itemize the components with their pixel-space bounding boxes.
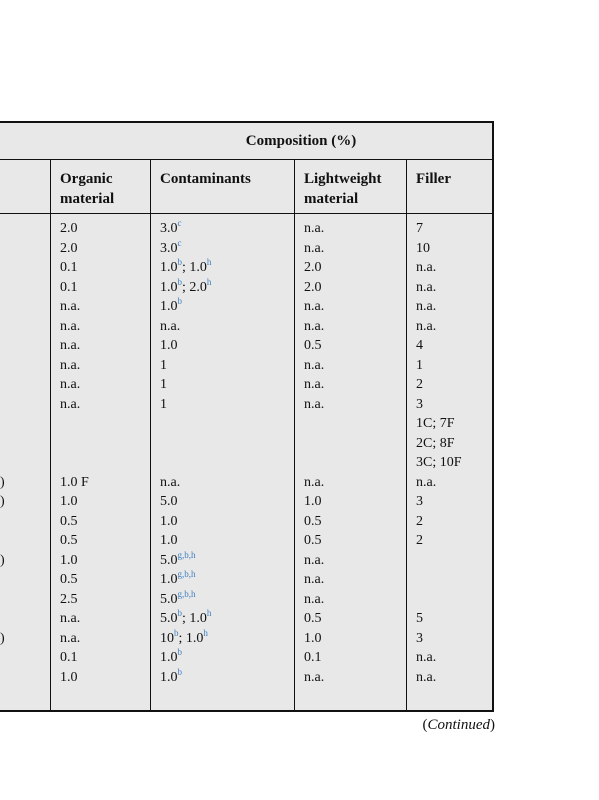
contaminant-value: 1.0 xyxy=(160,513,178,529)
cell-lightweight: n.a. xyxy=(304,396,325,412)
group-header-label: Composition (%) xyxy=(245,132,357,149)
contaminant-value: ; 1.0 xyxy=(182,260,207,275)
contaminant-value: ; 2.0 xyxy=(182,279,207,295)
cell-lightweight: n.a. xyxy=(304,357,325,373)
cell-organic: 0.1 xyxy=(60,279,78,295)
group-header xyxy=(0,123,492,160)
cell-contaminants xyxy=(160,375,167,395)
footnote-marker: b xyxy=(177,276,182,287)
footnote-marker: b xyxy=(177,257,182,267)
cell-lightweight: n.a. xyxy=(304,669,325,685)
contaminant-value: 1.0 xyxy=(160,279,178,295)
cell-contaminants xyxy=(160,336,178,356)
column-divider xyxy=(50,159,51,710)
col-header-organic-line2: material xyxy=(60,191,115,207)
cell-filler: 2C; 8F xyxy=(416,435,455,451)
cell-contaminants xyxy=(160,278,211,298)
continued-label: Continued xyxy=(427,717,490,733)
cell-lightweight: n.a. xyxy=(304,299,325,314)
contaminant-value: 1.0 xyxy=(160,338,178,353)
col-header-organic-line1: Organic xyxy=(60,171,113,187)
row-stub-cell: ) xyxy=(0,552,5,568)
cell-filler: 3C; 10F xyxy=(416,455,462,470)
footnote-marker: b xyxy=(177,296,182,306)
footnote-marker: b xyxy=(177,666,182,677)
cell-lightweight: n.a. xyxy=(304,377,325,392)
footnote-marker: g,b,h xyxy=(177,569,196,579)
cell-contaminants xyxy=(160,492,178,512)
contaminant-value: 1.0 xyxy=(160,572,178,587)
cell-contaminants xyxy=(160,473,180,493)
column-divider xyxy=(294,159,295,710)
cell-organic: 1.0 F xyxy=(60,474,89,490)
contaminant-value: 1.0 xyxy=(160,533,178,548)
cell-contaminants xyxy=(160,317,180,337)
composition-table xyxy=(0,121,494,712)
cell-organic: n.a. xyxy=(60,299,81,314)
row-stub-cell: ) xyxy=(0,630,5,646)
cell-contaminants xyxy=(160,531,178,551)
cell-contaminants xyxy=(160,648,182,668)
contaminant-value: 3.0 xyxy=(160,240,178,256)
cell-lightweight: 0.1 xyxy=(304,650,322,665)
cell-filler: n.a. xyxy=(416,279,437,295)
cell-contaminants xyxy=(160,297,182,317)
cell-filler: 5 xyxy=(416,611,423,626)
col-header-lightweight-line2: material xyxy=(304,191,359,207)
cell-filler: 1 xyxy=(416,357,423,373)
cell-contaminants xyxy=(160,512,178,532)
cell-lightweight: 0.5 xyxy=(304,533,322,548)
cell-filler: n.a. xyxy=(416,260,437,275)
cell-contaminants xyxy=(160,219,182,239)
col-header-lightweight-line1: Lightweight xyxy=(304,171,382,187)
contaminant-value: n.a. xyxy=(160,474,181,490)
contaminant-value: 10 xyxy=(160,630,174,646)
contaminant-value: n.a. xyxy=(160,318,181,334)
cell-organic: 0.5 xyxy=(60,533,78,548)
cell-lightweight: 2.0 xyxy=(304,279,322,295)
cell-organic: 2.0 xyxy=(60,240,78,256)
continued-open-paren: ( xyxy=(422,717,428,733)
cell-organic: 1.0 xyxy=(60,494,78,509)
column-divider xyxy=(150,159,151,710)
cell-lightweight: n.a. xyxy=(304,552,325,568)
contaminant-value: 1 xyxy=(160,377,167,392)
cell-organic: n.a. xyxy=(60,318,81,334)
cell-organic: n.a. xyxy=(60,630,81,646)
cell-organic: 0.5 xyxy=(60,572,78,587)
col-header-organic xyxy=(51,159,151,214)
footnote-marker: c xyxy=(177,237,182,248)
cell-lightweight: n.a. xyxy=(304,240,325,256)
cell-lightweight: 0.5 xyxy=(304,338,322,353)
cell-filler: 2 xyxy=(416,377,423,392)
contaminant-value: 3.0 xyxy=(160,221,178,236)
continued-note xyxy=(423,717,496,734)
cell-lightweight: 2.0 xyxy=(304,260,322,275)
col-header-filler xyxy=(407,159,494,214)
cell-contaminants xyxy=(160,668,182,688)
cell-filler: n.a. xyxy=(416,318,437,334)
cell-lightweight: 0.5 xyxy=(304,611,322,626)
cell-organic: n.a. xyxy=(60,338,81,353)
col-header-contaminants-line1: Contaminants xyxy=(160,171,251,187)
cell-lightweight: n.a. xyxy=(304,318,325,334)
cell-filler: 2 xyxy=(416,513,423,529)
contaminant-value: 1.0 xyxy=(160,299,178,314)
cell-filler: n.a. xyxy=(416,299,437,314)
cell-contaminants xyxy=(160,590,196,610)
cell-contaminants xyxy=(160,356,167,376)
footnote-marker: h xyxy=(206,257,212,267)
contaminant-value: 1 xyxy=(160,357,167,373)
cell-lightweight: 1.0 xyxy=(304,630,322,646)
cell-lightweight: n.a. xyxy=(304,572,325,587)
footnote-marker: b xyxy=(177,647,182,657)
footnote-marker: b xyxy=(174,627,179,638)
footnote-marker: h xyxy=(203,627,208,638)
contaminant-value: ; 1.0 xyxy=(182,611,207,626)
cell-filler: 7 xyxy=(416,221,423,236)
col-header-contaminants xyxy=(151,159,295,214)
contaminant-value: ; 1.0 xyxy=(178,630,204,646)
cell-contaminants xyxy=(160,609,211,629)
footnote-marker: h xyxy=(206,276,212,287)
cell-organic: 0.5 xyxy=(60,513,78,529)
contaminant-value: 5.0 xyxy=(160,494,178,509)
cell-organic: 1.0 xyxy=(60,669,78,685)
footnote-marker: c xyxy=(177,218,182,228)
column-divider xyxy=(406,159,407,710)
cell-contaminants xyxy=(160,551,196,571)
stub-header xyxy=(0,159,51,214)
cell-contaminants xyxy=(160,629,208,649)
cell-organic: 1.0 xyxy=(60,552,78,568)
col-header-filler-line1: Filler xyxy=(416,171,451,187)
cell-organic: 2.5 xyxy=(60,591,78,607)
row-stub-cell: ) xyxy=(0,474,5,490)
footnote-marker: h xyxy=(206,608,212,618)
cell-filler: 3 xyxy=(416,630,423,646)
cell-filler: 3 xyxy=(416,396,423,412)
contaminant-value: 5.0 xyxy=(160,611,178,626)
cell-filler: 4 xyxy=(416,338,423,353)
cell-filler: 10 xyxy=(416,240,430,256)
cell-contaminants xyxy=(160,395,167,415)
cell-lightweight: n.a. xyxy=(304,474,325,490)
cell-organic: n.a. xyxy=(60,377,81,392)
cell-lightweight: n.a. xyxy=(304,591,325,607)
cell-organic: 0.1 xyxy=(60,260,78,275)
cell-lightweight: n.a. xyxy=(304,221,325,236)
cell-organic: n.a. xyxy=(60,396,81,412)
cell-filler: n.a. xyxy=(416,650,437,665)
footnote-marker: g,b,h xyxy=(177,588,196,599)
col-header-lightweight xyxy=(295,159,407,214)
cell-contaminants xyxy=(160,570,196,590)
cell-filler: n.a. xyxy=(416,474,437,490)
row-stub-cell: ) xyxy=(0,494,5,509)
cell-filler: 2 xyxy=(416,533,423,548)
contaminant-value: 1.0 xyxy=(160,260,178,275)
cell-organic: n.a. xyxy=(60,611,81,626)
contaminant-value: 1.0 xyxy=(160,650,178,665)
continued-close-paren: ) xyxy=(490,717,495,733)
cell-lightweight: 0.5 xyxy=(304,513,322,529)
cell-contaminants xyxy=(160,239,182,259)
cell-filler: 3 xyxy=(416,494,423,509)
footnote-marker: g,b,h xyxy=(177,549,196,560)
cell-filler: n.a. xyxy=(416,669,437,685)
cell-contaminants xyxy=(160,258,211,278)
contaminant-value: 5.0 xyxy=(160,552,178,568)
contaminant-value: 5.0 xyxy=(160,591,178,607)
cell-lightweight: 1.0 xyxy=(304,494,322,509)
cell-organic: n.a. xyxy=(60,357,81,373)
footnote-marker: b xyxy=(177,608,182,618)
cell-filler: 1C; 7F xyxy=(416,416,455,431)
cell-organic: 0.1 xyxy=(60,650,78,665)
contaminant-value: 1 xyxy=(160,396,167,412)
cell-organic: 2.0 xyxy=(60,221,78,236)
contaminant-value: 1.0 xyxy=(160,669,178,685)
